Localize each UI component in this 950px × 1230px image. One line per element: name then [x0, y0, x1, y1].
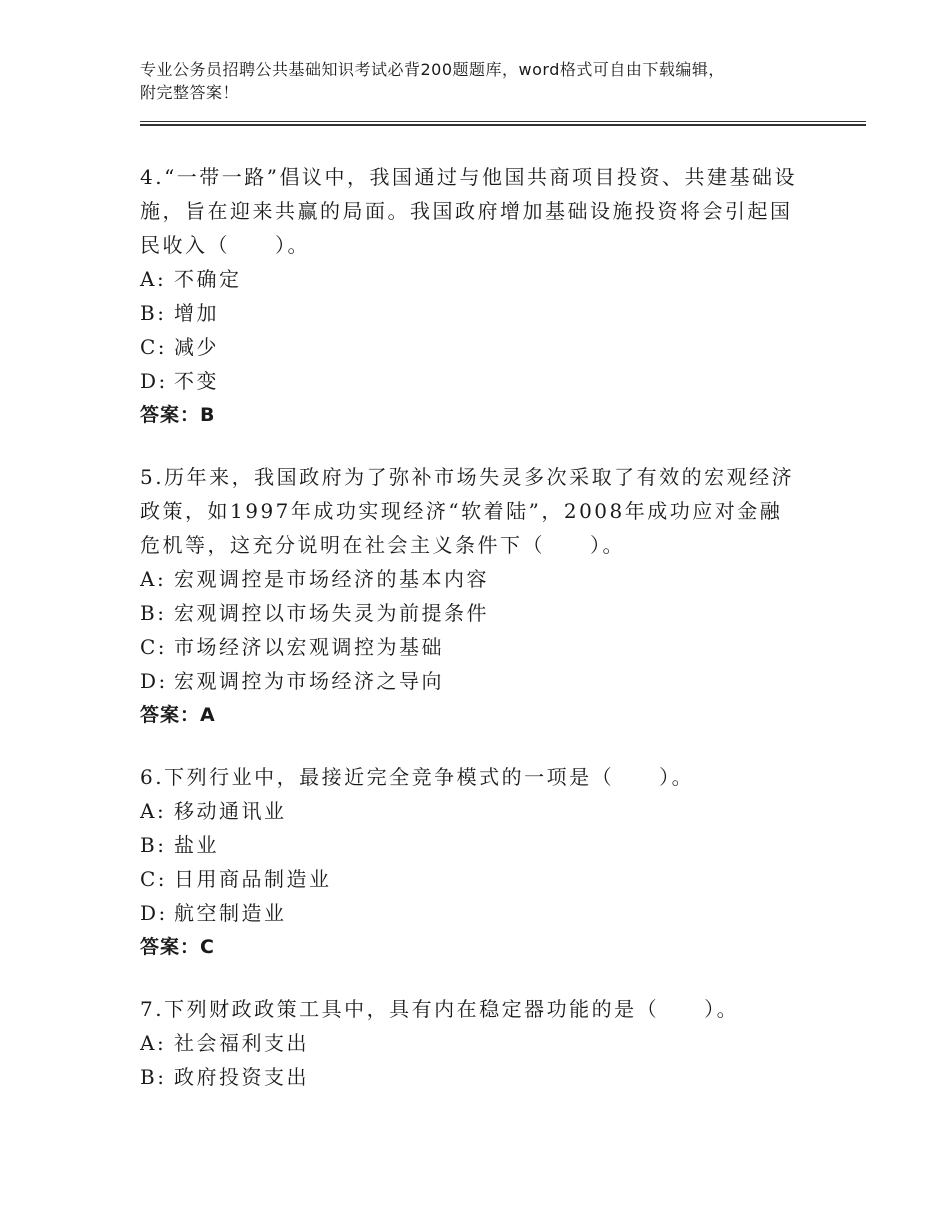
- option-label: D:: [140, 901, 168, 925]
- header-line-1: 专业公务员招聘公共基础知识考试必背200题题库，word格式可自由下载编辑，: [140, 60, 725, 79]
- option-d: [140, 664, 800, 698]
- option-a: [140, 262, 800, 296]
- question-stem: 7.下列财政政策工具中，具有内在稳定器功能的是（ ）。: [140, 997, 740, 1021]
- option-b: [140, 296, 800, 330]
- question-stem: 5.历年来，我国政府为了弥补市场失灵多次采取了有效的宏观经济政策，如1997年成功实现经济“软着陆”，2008年成功应对金融危机等，这充分说明在社会主义条件下（ ）。: [140, 465, 795, 557]
- option-text: 盐业: [174, 833, 219, 857]
- option-text: 社会福利支出: [174, 1031, 309, 1055]
- option-a: [140, 794, 800, 828]
- answer-line: 答案：A: [140, 704, 216, 726]
- header-rule-bottom: [140, 124, 866, 126]
- option-label: B:: [140, 833, 167, 857]
- option-label: A:: [140, 1031, 167, 1055]
- option-label: A:: [140, 567, 167, 591]
- option-label: B:: [140, 601, 167, 625]
- option-text: 宏观调控是市场经济的基本内容: [174, 567, 489, 591]
- option-text: 不变: [174, 369, 219, 393]
- option-text: 航空制造业: [174, 901, 287, 925]
- option-label: A:: [140, 267, 167, 291]
- option-label: B:: [140, 1065, 167, 1089]
- header-rule-top: [140, 121, 866, 122]
- option-label: A:: [140, 799, 167, 823]
- option-text: 市场经济以宏观调控为基础: [174, 635, 444, 659]
- option-d: [140, 364, 800, 398]
- option-text: 不确定: [174, 267, 242, 291]
- option-b: [140, 1060, 800, 1094]
- question-list: [140, 160, 800, 1122]
- option-label: C:: [140, 635, 168, 659]
- option-c: [140, 862, 800, 896]
- question-4: [140, 160, 800, 432]
- option-label: C:: [140, 335, 168, 359]
- option-label: B:: [140, 301, 167, 325]
- header-line-2: 附完整答案！: [140, 83, 240, 102]
- option-text: 增加: [174, 301, 219, 325]
- question-6: [140, 760, 800, 964]
- option-label: C:: [140, 867, 168, 891]
- question-stem: 6.下列行业中，最接近完全竞争模式的一项是（ ）。: [140, 765, 695, 789]
- answer-line: 答案：C: [140, 936, 215, 958]
- page-header: [140, 58, 820, 104]
- answer-line: 答案：B: [140, 404, 216, 426]
- option-d: [140, 896, 800, 930]
- option-b: [140, 828, 800, 862]
- option-a: [140, 1026, 800, 1060]
- option-text: 政府投资支出: [174, 1065, 309, 1089]
- question-7: [140, 992, 800, 1094]
- option-text: 宏观调控以市场失灵为前提条件: [174, 601, 489, 625]
- option-text: 宏观调控为市场经济之导向: [174, 669, 444, 693]
- option-label: D:: [140, 669, 168, 693]
- option-c: [140, 630, 800, 664]
- option-label: D:: [140, 369, 168, 393]
- question-5: [140, 460, 800, 732]
- option-text: 移动通讯业: [174, 799, 287, 823]
- option-b: [140, 596, 800, 630]
- option-a: [140, 562, 800, 596]
- question-stem: 4.“一带一路”倡议中，我国通过与他国共商项目投资、共建基础设施，旨在迎来共赢的局面。我国政府增加基础设施投资将会引起国民收入（ ）。: [140, 165, 798, 257]
- option-text: 减少: [174, 335, 219, 359]
- option-text: 日用商品制造业: [174, 867, 332, 891]
- option-c: [140, 330, 800, 364]
